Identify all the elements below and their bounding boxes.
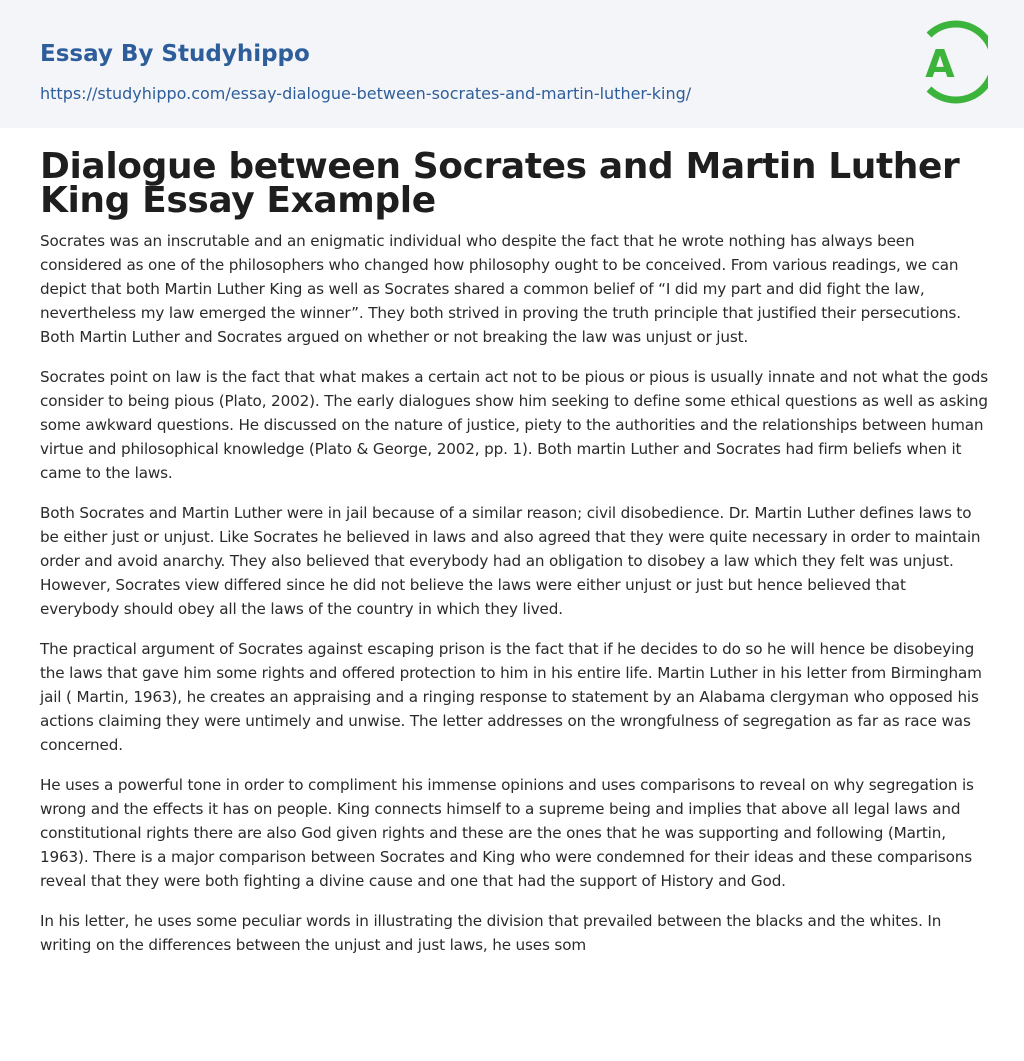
article-paragraph: Both Socrates and Martin Luther were in jail because of a similar reason; civil disobedience. Dr. Martin Luther defines laws to be either just or unjust. Like Socrates he believed in laws and also agreed that they were quite necessary in order to maintain order and avoid anarchy. They also believed that everybody had an obligation to disobey a law which they felt was unjust. However, Socrates view differed since he did not believe the laws were either unjust or just but hence believed that everybody should obey all the laws of the country in which they lived.	[40, 504, 981, 618]
article-paragraph: Socrates was an inscrutable and an enigmatic individual who despite the fact that he wrote nothing has always been considered as one of the philosophers who changed how philosophy ought to be conceived. From various readings, we can depict that both Martin Luther King as well as Socrates shared a common belief of “I did my part and did fight the law, nevertheless my law emerged the winner”. They both strived in proving the truth principle that justified their persecutions. Both Martin Luther and Socrates argued on whether or not breaking the law was unjust or just.	[40, 232, 961, 346]
article-paragraph: He uses a powerful tone in order to compliment his immense opinions and uses comparisons to reveal on why segregation is wrong and the effects it has on people. King connects himself to a supreme being and implies that above all legal laws and constitutional rights there are also God given rights and these are the ones that he was supporting and following (Martin, 1963). There is a major comparison between Socrates and King who were condemned for their ideas and these comparisons reveal that they were both fighting a divine cause and one that had the support of History and God.	[40, 776, 974, 890]
logo-letter: A	[925, 42, 955, 86]
site-brand[interactable]: Essay By Studyhippo	[40, 41, 310, 67]
article-paragraph: The practical argument of Socrates against escaping prison is the fact that if he decides to do so he will hence be disobeying the laws that gave him some rights and offered protection to him in his entire life. Martin Luther in his letter from Birmingham jail ( Martin, 1963), he creates an appraising and a ringing response to statement by an Alabama clergyman who opposed his actions claiming they were untimely and unwise. The letter addresses on the wrongfulness of segregation as far as race was concerned.	[40, 640, 982, 754]
studyhippo-logo-icon[interactable]	[904, 18, 988, 106]
article-paragraph: In his letter, he uses some peculiar words in illustrating the division that prevailed between the blacks and the whites. In writing on the differences between the unjust and just laws, he uses som	[40, 912, 942, 954]
article-body	[40, 229, 988, 973]
article-title: Dialogue between Socrates and Martin Luther King Essay Example	[40, 146, 960, 221]
site-header	[0, 0, 1024, 128]
article-paragraph: Socrates point on law is the fact that what makes a certain act not to be pious or pious is usually innate and not what the gods consider to being pious (Plato, 2002). The early dialogues show him seeking to define some ethical questions as well as asking some awkward questions. He discussed on the nature of justice, piety to the authorities and the relationships between human virtue and philosophical knowledge (Plato & George, 2002, pp. 1). Both martin Luther and Socrates had firm beliefs when it came to the laws.	[40, 368, 988, 482]
page-url-link[interactable]: https://studyhippo.com/essay-dialogue-between-socrates-and-martin-luther-king/	[40, 84, 692, 103]
